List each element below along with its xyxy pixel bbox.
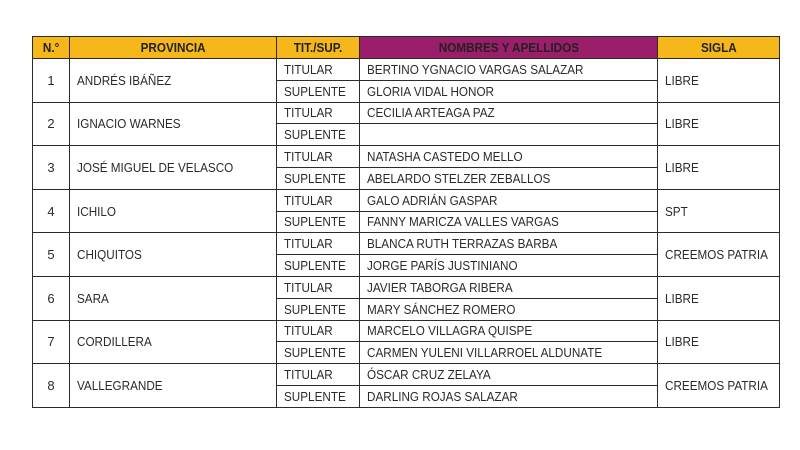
- table-body: [33, 59, 780, 408]
- titular-label: TITULAR: [277, 364, 360, 386]
- sigla-cell: LIBRE: [658, 146, 780, 190]
- titular-label: TITULAR: [277, 59, 360, 81]
- titular-label: TITULAR: [277, 233, 360, 255]
- sigla-cell: LIBRE: [658, 102, 780, 146]
- table-row: [33, 364, 780, 386]
- provincia-cell: VALLEGRANDE: [70, 364, 277, 408]
- header-nombres: NOMBRES Y APELLIDOS: [360, 37, 658, 59]
- suplente-label: SUPLENTE: [277, 342, 360, 364]
- titular-name: ÓSCAR CRUZ ZELAYA: [360, 364, 658, 386]
- provincia-cell: JOSÉ MIGUEL DE VELASCO: [70, 146, 277, 190]
- titular-label: TITULAR: [277, 276, 360, 298]
- table-row: [33, 276, 780, 298]
- suplente-name: DARLING ROJAS SALAZAR: [360, 385, 658, 407]
- table-header: [33, 37, 780, 59]
- suplente-name: CARMEN YULENI VILLARROEL ALDUNATE: [360, 342, 658, 364]
- table-row: [33, 59, 780, 81]
- provincia-cell: CHIQUITOS: [70, 233, 277, 277]
- row-number: 3: [33, 146, 70, 190]
- titular-label: TITULAR: [277, 146, 360, 168]
- row-number: 7: [33, 320, 70, 364]
- suplente-name: GLORIA VIDAL HONOR: [360, 80, 658, 102]
- suplente-label: SUPLENTE: [277, 124, 360, 146]
- header-row: [33, 37, 780, 59]
- titular-label: TITULAR: [277, 320, 360, 342]
- table-row: [33, 233, 780, 255]
- provincia-cell: IGNACIO WARNES: [70, 102, 277, 146]
- sigla-cell: LIBRE: [658, 276, 780, 320]
- sigla-cell: LIBRE: [658, 59, 780, 103]
- titular-name: MARCELO VILLAGRA QUISPE: [360, 320, 658, 342]
- row-number: 4: [33, 189, 70, 233]
- candidates-table: [32, 36, 780, 408]
- sigla-cell: SPT: [658, 189, 780, 233]
- suplente-label: SUPLENTE: [277, 211, 360, 233]
- sigla-cell: CREEMOS PATRIA: [658, 364, 780, 408]
- header-num: N.°: [33, 37, 70, 59]
- titular-name: GALO ADRIÁN GASPAR: [360, 189, 658, 211]
- suplente-name: [360, 124, 658, 146]
- table-row: [33, 189, 780, 211]
- suplente-label: SUPLENTE: [277, 167, 360, 189]
- provincia-cell: ANDRÉS IBÁÑEZ: [70, 59, 277, 103]
- row-number: 6: [33, 276, 70, 320]
- suplente-name: FANNY MARICZA VALLES VARGAS: [360, 211, 658, 233]
- row-number: 8: [33, 364, 70, 408]
- titular-label: TITULAR: [277, 102, 360, 124]
- provincia-cell: SARA: [70, 276, 277, 320]
- titular-label: TITULAR: [277, 189, 360, 211]
- titular-name: NATASHA CASTEDO MELLO: [360, 146, 658, 168]
- sigla-cell: LIBRE: [658, 320, 780, 364]
- row-number: 1: [33, 59, 70, 103]
- suplente-name: ABELARDO STELZER ZEBALLOS: [360, 167, 658, 189]
- header-tit-sup: TIT./SUP.: [277, 37, 360, 59]
- provincia-cell: CORDILLERA: [70, 320, 277, 364]
- suplente-name: MARY SÁNCHEZ ROMERO: [360, 298, 658, 320]
- titular-name: BERTINO YGNACIO VARGAS SALAZAR: [360, 59, 658, 81]
- table-row: [33, 146, 780, 168]
- suplente-label: SUPLENTE: [277, 385, 360, 407]
- provincia-cell: ICHILO: [70, 189, 277, 233]
- header-sigla: SIGLA: [658, 37, 780, 59]
- suplente-label: SUPLENTE: [277, 80, 360, 102]
- suplente-label: SUPLENTE: [277, 298, 360, 320]
- table-row: [33, 102, 780, 124]
- suplente-label: SUPLENTE: [277, 255, 360, 277]
- row-number: 2: [33, 102, 70, 146]
- table-row: [33, 320, 780, 342]
- sigla-cell: CREEMOS PATRIA: [658, 233, 780, 277]
- titular-name: CECILIA ARTEAGA PAZ: [360, 102, 658, 124]
- suplente-name: JORGE PARÍS JUSTINIANO: [360, 255, 658, 277]
- titular-name: JAVIER TABORGA RIBERA: [360, 276, 658, 298]
- header-provincia: PROVINCIA: [70, 37, 277, 59]
- titular-name: BLANCA RUTH TERRAZAS BARBA: [360, 233, 658, 255]
- row-number: 5: [33, 233, 70, 277]
